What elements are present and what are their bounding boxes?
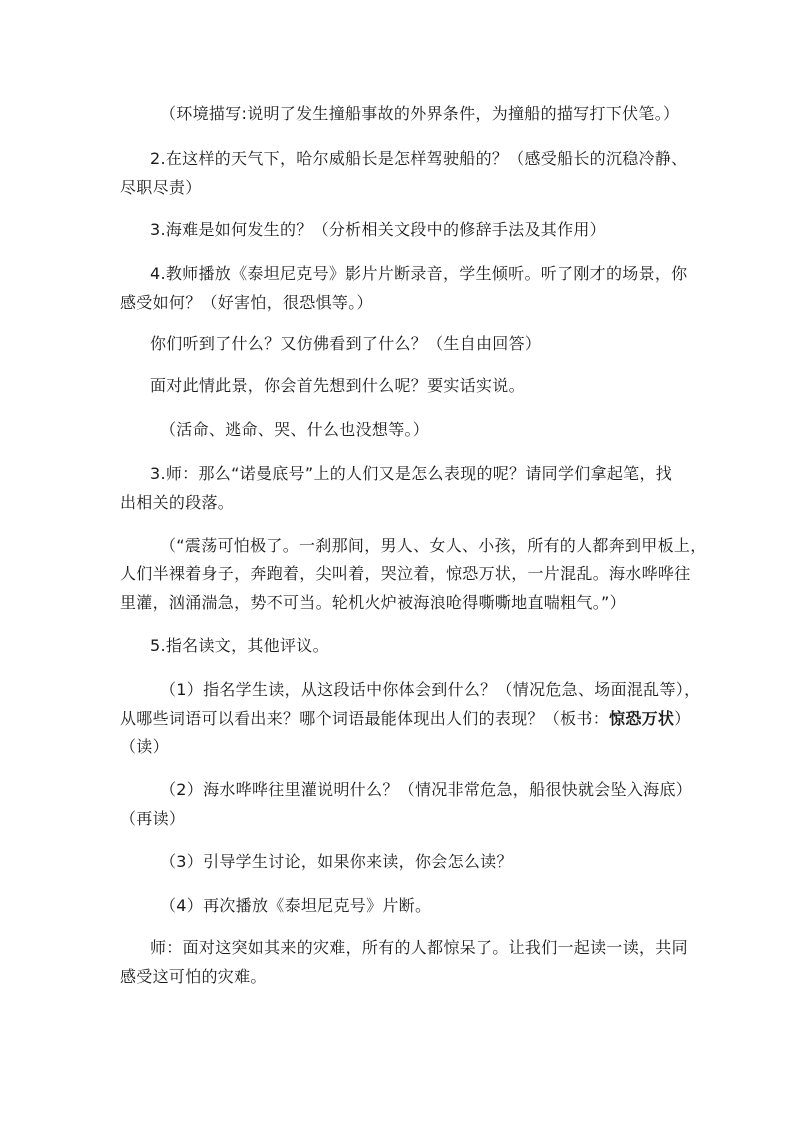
paragraph-line: 4.教师播放《泰坦尼克号》影片片断录音，学生倾听。听了刚才的场景，你	[150, 264, 688, 283]
paragraph-line: 5.指名读文，其他评议。	[150, 636, 329, 655]
quote-line: 人们半裸着身子，奔跑着，尖叫着，哭泣着，惊恐万状，一片混乱。海水哗哗往	[120, 564, 691, 583]
paragraph-line: 尽职尽责）	[120, 178, 202, 197]
paragraph-line: 3.师：那么“诺曼底号”上的人们又是怎么表现的呢？请同学们拿起笔，找	[150, 464, 673, 483]
paragraph-line: 你们听到了什么？又仿佛看到了什么？（生自由回答）	[150, 334, 542, 353]
paragraph-line: （读）	[120, 737, 169, 756]
blackboard-keyword: 惊恐万状	[609, 709, 675, 728]
paragraph-line: 感受这可怕的灾难。	[120, 967, 267, 986]
paragraph-line: （1）指名学生读，从这段话中你体会到什么？（情况危急、场面混乱等），	[160, 680, 701, 699]
paragraph-line: （环境描写:说明了发生撞船事故的外界条件，为撞船的描写打下伏笔。）	[160, 104, 680, 123]
paragraph-line: （2）海水哗哗往里灌说明什么？（情况非常危急，船很快就会坠入海底）	[160, 780, 693, 799]
paragraph-line: 2.在这样的天气下，哈尔威船长是怎样驾驶船的？（感受船长的沉稳冷静、	[150, 149, 688, 168]
paragraph-line: （4）再次播放《泰坦尼克号》片断。	[160, 896, 432, 915]
paragraph-line: （活命、逃命、哭、什么也没想等。）	[160, 420, 430, 439]
line-text: 从哪些词语可以看出来？哪个词语最能体现出人们的表现？（板书：	[120, 709, 610, 728]
paragraph-line: （再读）	[120, 809, 186, 828]
closing-paren: ）	[674, 709, 691, 728]
paragraph-line: 3.海难是如何发生的？（分析相关文段中的修辞手法及其作用）	[150, 220, 606, 239]
paragraph-line	[120, 709, 691, 729]
paragraph-line: 师：面对这突如其来的灾难，所有的人都惊呆了。让我们一起读一读，共同	[150, 938, 688, 957]
quote-line: （“震荡可怕极了。一刹那间，男人、女人、小孩，所有的人都奔到甲板上，	[160, 536, 707, 555]
quote-line: 里灌，汹涌湍急，势不可当。轮机火炉被海浪呛得嘶嘶地直喘粗气。”）	[120, 593, 626, 612]
paragraph-line: 面对此情此景，你会首先想到什么呢？要实话实说。	[150, 376, 525, 395]
paragraph-line: （3）引导学生讨论，如果你来读，你会怎么读？	[160, 852, 513, 871]
paragraph-line: 出相关的段落。	[120, 493, 235, 512]
paragraph-line: 感受如何？（好害怕，很恐惧等。）	[120, 293, 373, 312]
